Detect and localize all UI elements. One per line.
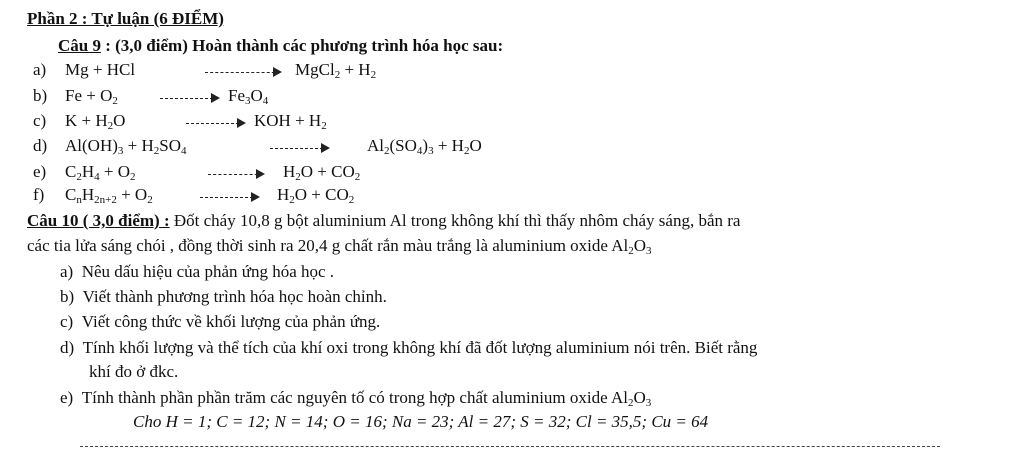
question-10-item-b [60,287,387,307]
dashed-arrow-icon [270,148,328,149]
question-9-intro: : (3,0 điểm) Hoàn thành các phương trình hóa học sau: [100,36,504,55]
equation-letter: b) [33,86,48,105]
equation-rhs: MgCl$_2$ + $H_2$ [295,60,377,81]
bottom-divider [80,446,940,447]
equation-letter: d) [33,136,48,155]
question-10-text-1: Đốt cháy 10,8 g bột aluminium Al trong không khí thì thấy nhôm cháy sáng, bắn ra [169,211,741,230]
dashed-arrow-icon [208,174,263,175]
item-letter: e) [60,388,74,407]
question-10-text-2: các tia lửa sáng chói , đồng thời sinh ra 20,4 g chất rắn màu trắng là aluminium oxide $Al_2O_3$ [27,236,652,257]
equation-rhs: KOH + $H_2$ [254,111,327,132]
item-text: Nêu dấu hiệu của phản ứng hóa học . [81,262,335,281]
item-letter: d) [60,338,75,357]
question-10-item-a [60,262,334,282]
equation-lhs: $Fe + O_2$ [65,86,118,107]
section-title: Phần 2 : Tự luận (6 ĐIỂM) [27,9,224,28]
item-letter: a) [60,262,74,281]
equation-letter: c) [33,111,47,130]
equation-lhs: $Al(OH)_3 + H_2SO_4$ [65,136,187,157]
equation-rhs: $H_2O + CO_2$ [277,185,355,206]
dashed-arrow-icon [160,98,218,99]
equation-letter: e) [33,162,47,181]
equation-lhs: $C_2H_4 + O_2$ [65,162,136,183]
item-text: Tính thành phần phần trăm các nguyên tố có trong hợp chất aluminium oxide $Al_2O_3$ [81,388,652,409]
item-text: Viết công thức về khối lượng của phản ứng. [81,312,381,331]
equation-letter: a) [33,60,47,79]
equation-lhs: $K + H_2O$ [65,111,126,132]
atomic-mass-constants: Cho H = 1; C = 12; N = 14; O = 16; Na = 23; Al = 27; S = 32; Cl = 35,5; Cu = 64 [133,412,709,431]
question-9-header [58,36,503,56]
item-letter: c) [60,312,74,331]
question-10-line-1 [27,211,740,231]
question-9-label: Câu 9 [58,36,101,55]
question-10-item-e [60,388,651,408]
dashed-arrow-icon [205,72,280,73]
equation-rhs: $Fe_3O_4$ [228,86,269,107]
equation-letter: f) [33,185,45,204]
question-10-item-c [60,312,380,332]
question-10-item-d-cont [89,362,178,382]
equation-lhs: $C_nH_{2n+2} + O_2$ [65,185,153,206]
item-letter: b) [60,287,75,306]
question-10-label: Câu 10 ( 3,0 điểm) : [27,211,170,230]
equation-rhs: $H_2O + CO_2$ [283,162,361,183]
dashed-arrow-icon [186,123,244,124]
equation-rhs: $Al_2(SO_4)_3 + H_2O$ [367,136,482,157]
dashed-arrow-icon [200,197,258,198]
equation-lhs: Mg + HCl [65,60,136,79]
item-text: Viết thành phương trình hóa học hoàn chỉnh. [82,287,387,306]
question-10-item-d [60,338,757,358]
item-text: Tính khối lượng và thể tích của khí oxi trong không khí đã đốt lượng aluminium nói trên. Biết rằng [82,338,758,357]
item-text: khí đo ở đkc. [89,362,179,381]
question-10-line-2 [27,236,652,256]
